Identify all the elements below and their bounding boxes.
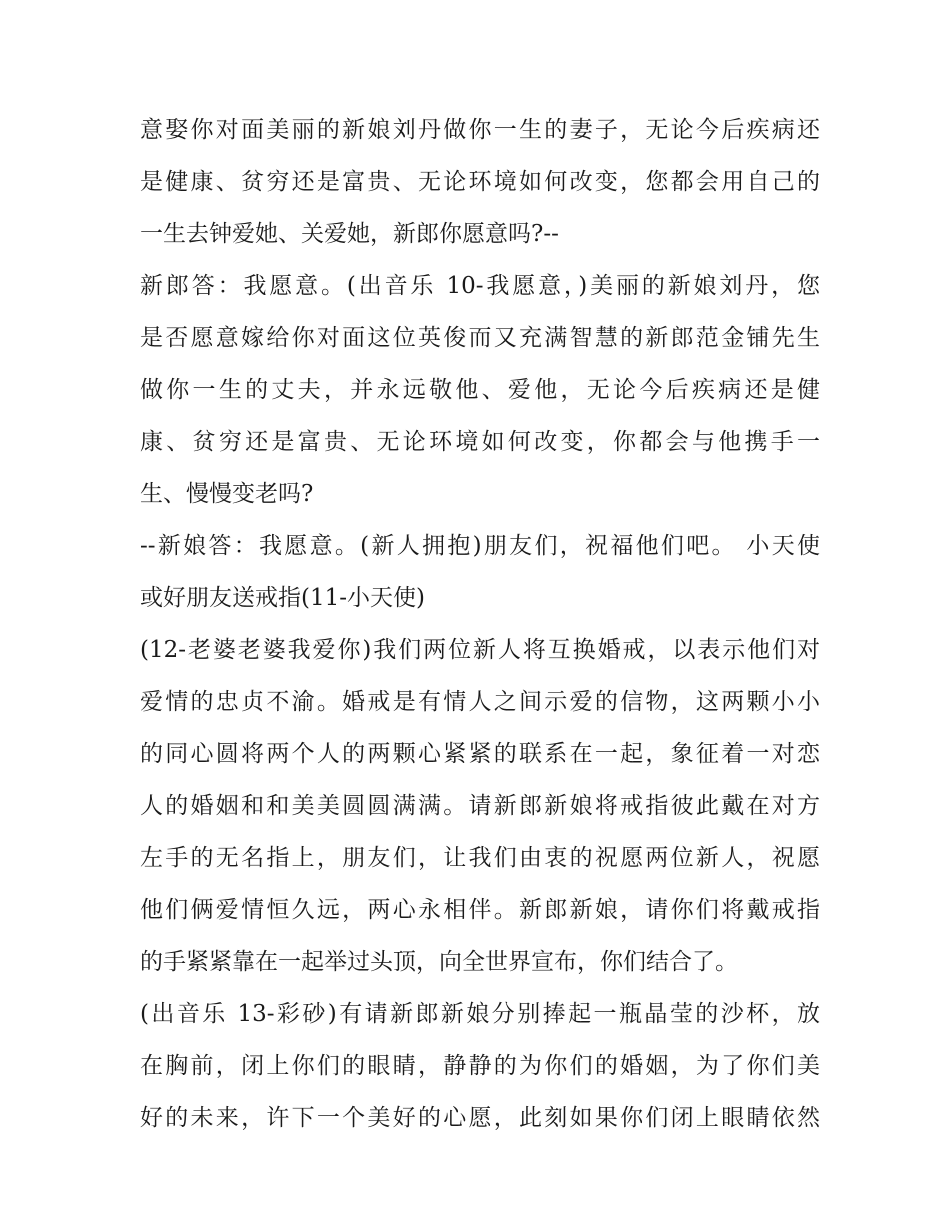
text-line: 的手紧紧靠在一起举过头顶，向全世界宣布，你们结合了。 (140, 949, 738, 975)
text-line: 康、贫穷还是富贵、无论环境如何改变，你都会与他携手一 (140, 429, 820, 455)
text-line: 新郎答：我愿意。(出音乐 10-我愿意，)美丽的新娘刘丹，您 (140, 273, 820, 299)
text-line: 爱情的忠贞不渝。婚戒是有情人之间示爱的信物，这两颗小小 (140, 689, 820, 715)
text-line: 的同心圆将两个人的两颗心紧紧的联系在一起，象征着一对恋 (140, 741, 820, 767)
text-line: 他们俩爱情恒久远，两心永相伴。新郎新娘，请你们将戴戒指 (140, 897, 820, 923)
text-line: 是否愿意嫁给你对面这位英俊而又充满智慧的新郎范金铺先生 (140, 325, 820, 351)
text-line: 在胸前，闭上你们的眼睛，静静的为你们的婚姻，为了你们美 (140, 1053, 820, 1079)
text-line: 生、慢慢变老吗? (140, 481, 314, 507)
text-line: 好的未来，许下一个美好的心愿，此刻如果你们闭上眼睛依然 (140, 1105, 820, 1131)
text-line: --新娘答：我愿意。(新人拥抱)朋友们，祝福他们吧。 小天使 (140, 533, 820, 559)
text-line: 一生去钟爱她、关爱她，新郎你愿意吗?-- (140, 221, 559, 247)
text-line: (12-老婆老婆我爱你)我们两位新人将互换婚戒，以表示他们对 (140, 637, 820, 663)
text-line: 或好朋友送戒指(11-小天使) (140, 585, 425, 611)
text-line: 是健康、贫穷还是富贵、无论环境如何改变，您都会用自己的 (140, 169, 820, 195)
text-line: (出音乐 13-彩砂)有请新郎新娘分别捧起一瓶晶莹的沙杯，放 (140, 1001, 820, 1027)
text-line: 意娶你对面美丽的新娘刘丹做你一生的妻子，无论今后疾病还 (140, 117, 820, 143)
text-line: 左手的无名指上，朋友们，让我们由衷的祝愿两位新人，祝愿 (140, 845, 820, 871)
text-line: 人的婚姻和和美美圆圆满满。请新郎新娘将戒指彼此戴在对方 (140, 793, 820, 819)
text-line: 做你一生的丈夫，并永远敬他、爱他，无论今后疾病还是健 (140, 377, 820, 403)
document-body (140, 104, 820, 1144)
